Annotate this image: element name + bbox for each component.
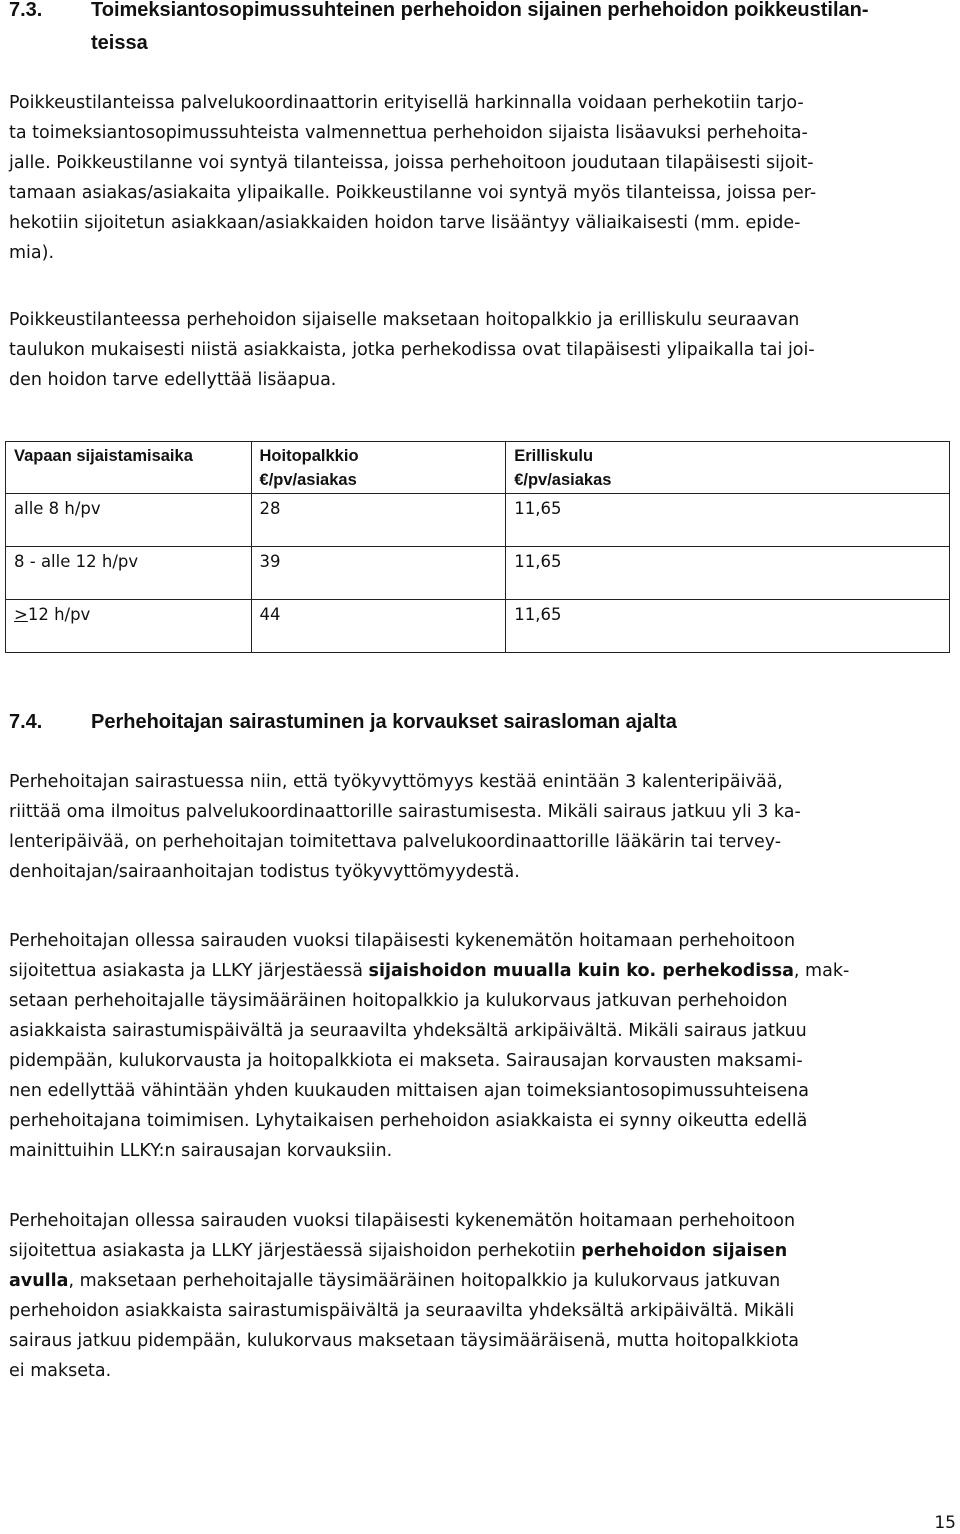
text-line: riittää oma ilmoitus palvelukoordinaattorille sairastumisesta. Mikäli sairaus jatkuu yli 3 ka- — [9, 802, 801, 822]
text-line: Perhehoitajan ollessa sairauden vuoksi tilapäisesti kykenemätön hoitamaan perhehoitoon — [9, 931, 796, 951]
text-line: denhoitajan/sairaanhoitajan todistus työkyvyttömyydestä. — [9, 862, 520, 882]
paragraph-sijaishoito-muualla — [9, 926, 955, 1166]
text-line: sijoitettua asiakasta ja LLKY järjestäessä sijaishoidon perhekotiin perhehoidon sijaisen — [9, 1241, 788, 1261]
text-line: taulukon mukaisesti niistä asiakkaista, jotka perhekodissa ovat tilapäisesti ylipaikalla tai joi- — [9, 340, 815, 360]
table-cell-time: >12 h/pv — [6, 600, 252, 653]
table-cell-expense: 11,65 — [506, 547, 950, 600]
paragraph-poikkeustilanteessa — [9, 305, 955, 395]
text-line: hekotiin sijoitetun asiakkaan/asiakkaiden hoidon tarve lisääntyy väliaikaisesti (mm. epide- — [9, 213, 801, 233]
greater-or-equal-symbol: > — [14, 605, 28, 624]
paragraph-sijaishoito-perhekotiin — [9, 1206, 955, 1386]
text-line: Poikkeustilanteissa palvelukoordinaattorin erityisellä harkinnalla voidaan perhekotiin tarjo- — [9, 93, 804, 113]
text-line: den hoidon tarve edellyttää lisäapua. — [9, 370, 337, 390]
section-title — [91, 0, 960, 60]
section-number: 7.3. — [9, 0, 43, 21]
table-header-cell: Vapaan sijaistamisaika — [6, 442, 252, 494]
text-line: sijoitettua asiakasta ja LLKY järjestäessä sijaishoidon muualla kuin ko. perhekodissa, mak- — [9, 961, 850, 981]
tariff-table — [5, 441, 950, 653]
text-line: mainittuihin LLKY:n sairausajan korvauksiin. — [9, 1141, 393, 1161]
table-cell-fee: 44 — [251, 600, 506, 653]
table-cell-fee: 28 — [251, 494, 506, 547]
text-line: Poikkeustilanteessa perhehoidon sijaiselle maksetaan hoitopalkkio ja erilliskulu seuraavan — [9, 310, 800, 330]
table-header-row — [6, 442, 950, 494]
text-line: lenteripäivää, on perhehoitajan toimitettava palvelukoordinaattorille lääkärin tai tervey- — [9, 832, 782, 852]
table-row — [6, 600, 950, 653]
text-line: perhehoitajana toimimisen. Lyhytaikaisen perhehoidon asiakkaista ei synny oikeutta edellä — [9, 1111, 808, 1131]
table-cell-expense: 11,65 — [506, 600, 950, 653]
bold-phrase: perhehoidon sijaisen — [581, 1241, 788, 1261]
table-cell-expense: 11,65 — [506, 494, 950, 547]
text-line: Perhehoitajan ollessa sairauden vuoksi tilapäisesti kykenemätön hoitamaan perhehoitoon — [9, 1211, 796, 1231]
text-line: jalle. Poikkeustilanne voi syntyä tilanteissa, joissa perhehoitoon joudutaan tilapäisesti sijoit- — [9, 153, 814, 173]
table-header-cell: Erilliskulu €/pv/asiakas — [506, 442, 950, 494]
table-cell-time: 8 - alle 12 h/pv — [6, 547, 252, 600]
text-line: Perhehoitajan sairastuessa niin, että työkyvyttömyys kestää enintään 3 kalenteripäivää, — [9, 772, 783, 792]
paragraph-poikkeustilanteissa — [9, 88, 955, 268]
bold-phrase: avulla — [9, 1271, 69, 1291]
table-cell-time: alle 8 h/pv — [6, 494, 252, 547]
text-line: ei makseta. — [9, 1361, 112, 1381]
table-row — [6, 547, 950, 600]
text-line: setaan perhehoitajalle täysimääräinen hoitopalkkio ja kulukorvaus jatkuvan perhehoidon — [9, 991, 788, 1011]
table-cell-fee: 39 — [251, 547, 506, 600]
table-header-cell: Hoitopalkkio €/pv/asiakas — [251, 442, 506, 494]
section-title: Perhehoitajan sairastuminen ja korvaukset sairasloman ajalta — [91, 711, 677, 733]
text-line: tamaan asiakas/asiakaita ylipaikalle. Poikkeustilanne voi syntyä myös tilanteissa, joissa per- — [9, 183, 817, 203]
bold-phrase: sijaishoidon muualla kuin ko. perhekodissa — [368, 961, 794, 981]
section-title-line1: Toimeksiantosopimussuhteinen perhehoidon sijainen perhehoidon poikkeustilan- — [91, 0, 869, 21]
section-title-line2: teissa — [91, 32, 148, 54]
text-line: pidempään, kulukorvausta ja hoitopalkkiota ei makseta. Sairausajan korvausten maksami- — [9, 1051, 803, 1071]
table-row — [6, 494, 950, 547]
text-line: mia). — [9, 243, 55, 263]
section-heading-7-3 — [9, 0, 955, 60]
paragraph-sairastuessa — [9, 767, 955, 887]
text-line: ta toimeksiantosopimussuhteista valmennettua perhehoidon sijaista lisäavuksi perhehoita- — [9, 123, 808, 143]
text-line: asiakkaista sairastumispäivältä ja seuraavilta yhdeksältä arkipäivältä. Mikäli sairaus jatkuu — [9, 1021, 807, 1041]
text-line: nen edellyttää vähintään yhden kuukauden mittaisen ajan toimeksiantosopimussuhteisena — [9, 1081, 809, 1101]
page-number: 15 — [934, 1513, 956, 1533]
section-heading-7-4 — [9, 706, 955, 739]
text-line: sairaus jatkuu pidempään, kulukorvaus maksetaan täysimääräisenä, mutta hoitopalkkiota — [9, 1331, 800, 1351]
section-number: 7.4. — [9, 711, 43, 733]
text-line: avulla, maksetaan perhehoitajalle täysimääräinen hoitopalkkio ja kulukorvaus jatkuvan — [9, 1271, 781, 1291]
text-line: perhehoidon asiakkaista sairastumispäivältä ja seuraavilta yhdeksältä arkipäivältä. Mikäli — [9, 1301, 795, 1321]
